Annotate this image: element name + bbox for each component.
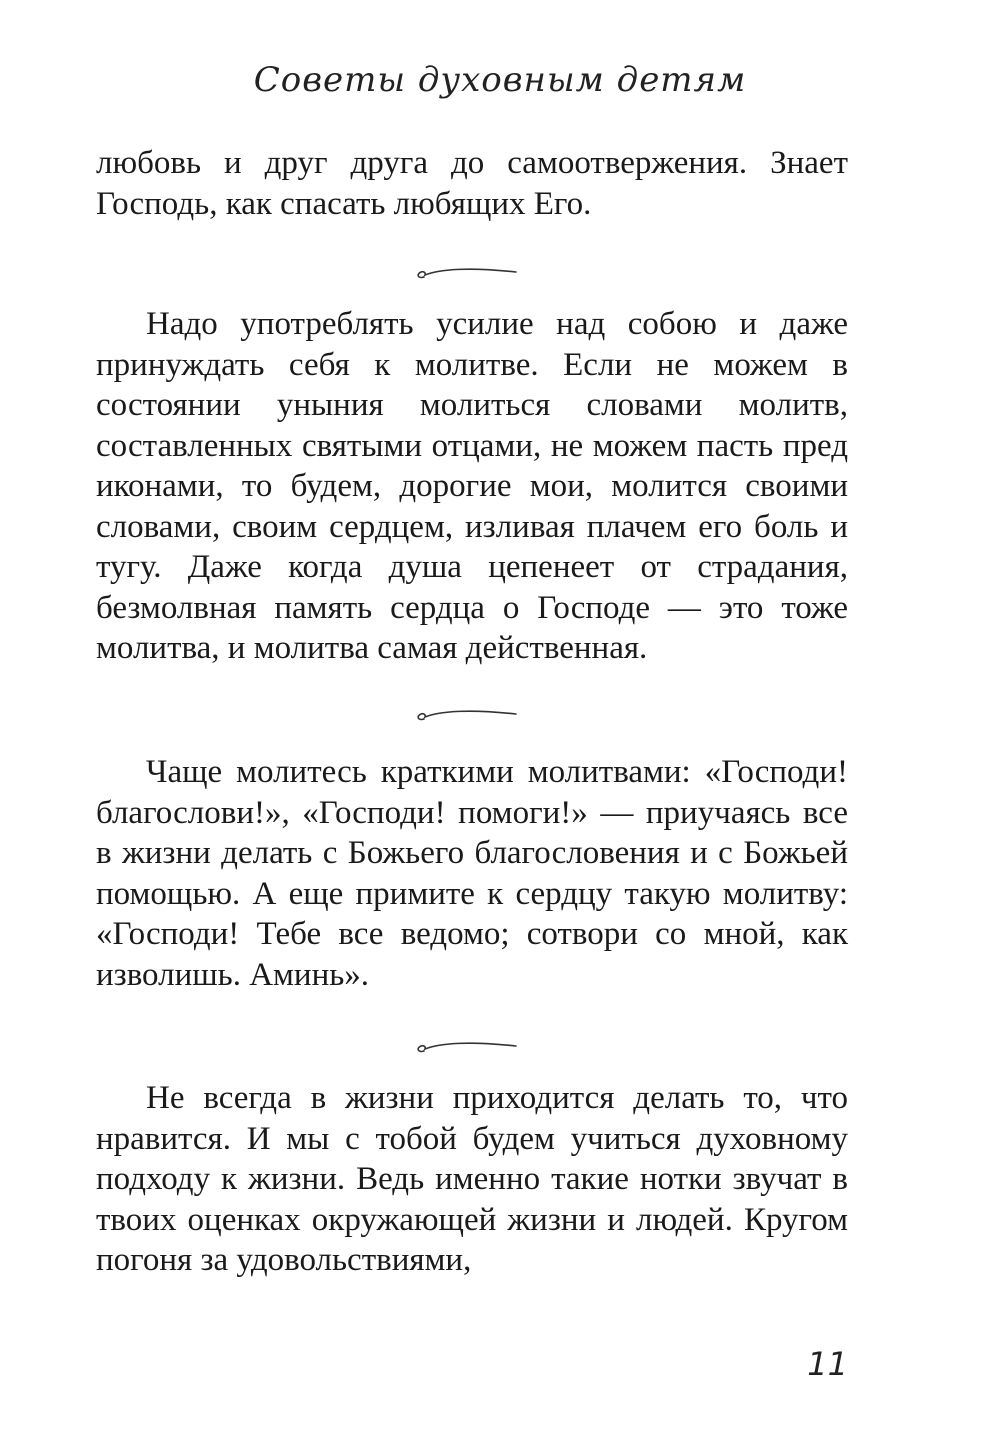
flourish-divider-icon xyxy=(410,263,520,285)
running-header-title: Советы духовным детям xyxy=(253,60,747,100)
paragraph-short-prayers: Чаще молитесь краткими молитвами: «Господи! благослови!», «Господи! помоги!» — приучаясь все в жизни делать с Божьего благословения и с Божьей помощью. А еще примите к сердцу такую молитву: «Господи! Тебе все ведомо; сотвори со мной, как изволишь. Аминь». xyxy=(96,754,848,993)
flourish-divider-icon xyxy=(410,1037,520,1059)
paragraph-continuation: любовь и друг друга до самоотвержения. Знает Господь, как спасать любящих Его. xyxy=(96,145,848,222)
flourish-divider-icon xyxy=(410,705,520,727)
paragraph-prayer-effort: Надо употреблять усилие над собою и даже принуждать себя к молитве. Если не можем в состоянии уныния молиться словами молитв, составленных святыми отцами, не можем пасть пред иконами, то будем, дорогие мои, молится своими словами, своим сердцем, изливая плачем его боль и тугу. Даже когда душа цепенеет от страдания, безмолвная память сердца о Господе — это тоже молитва, и молитва самая действенная. xyxy=(96,306,848,666)
page-number: 11 xyxy=(807,1345,848,1383)
paragraph-spiritual-approach: Не всегда в жизни приходится делать то, что нравится. И мы с тобой будем учиться духовному подходу к жизни. Ведь именно такие нотки звучат в твоих оценках окружающей жизни и людей. Кругом погоня за удовольствиями, xyxy=(96,1080,848,1278)
